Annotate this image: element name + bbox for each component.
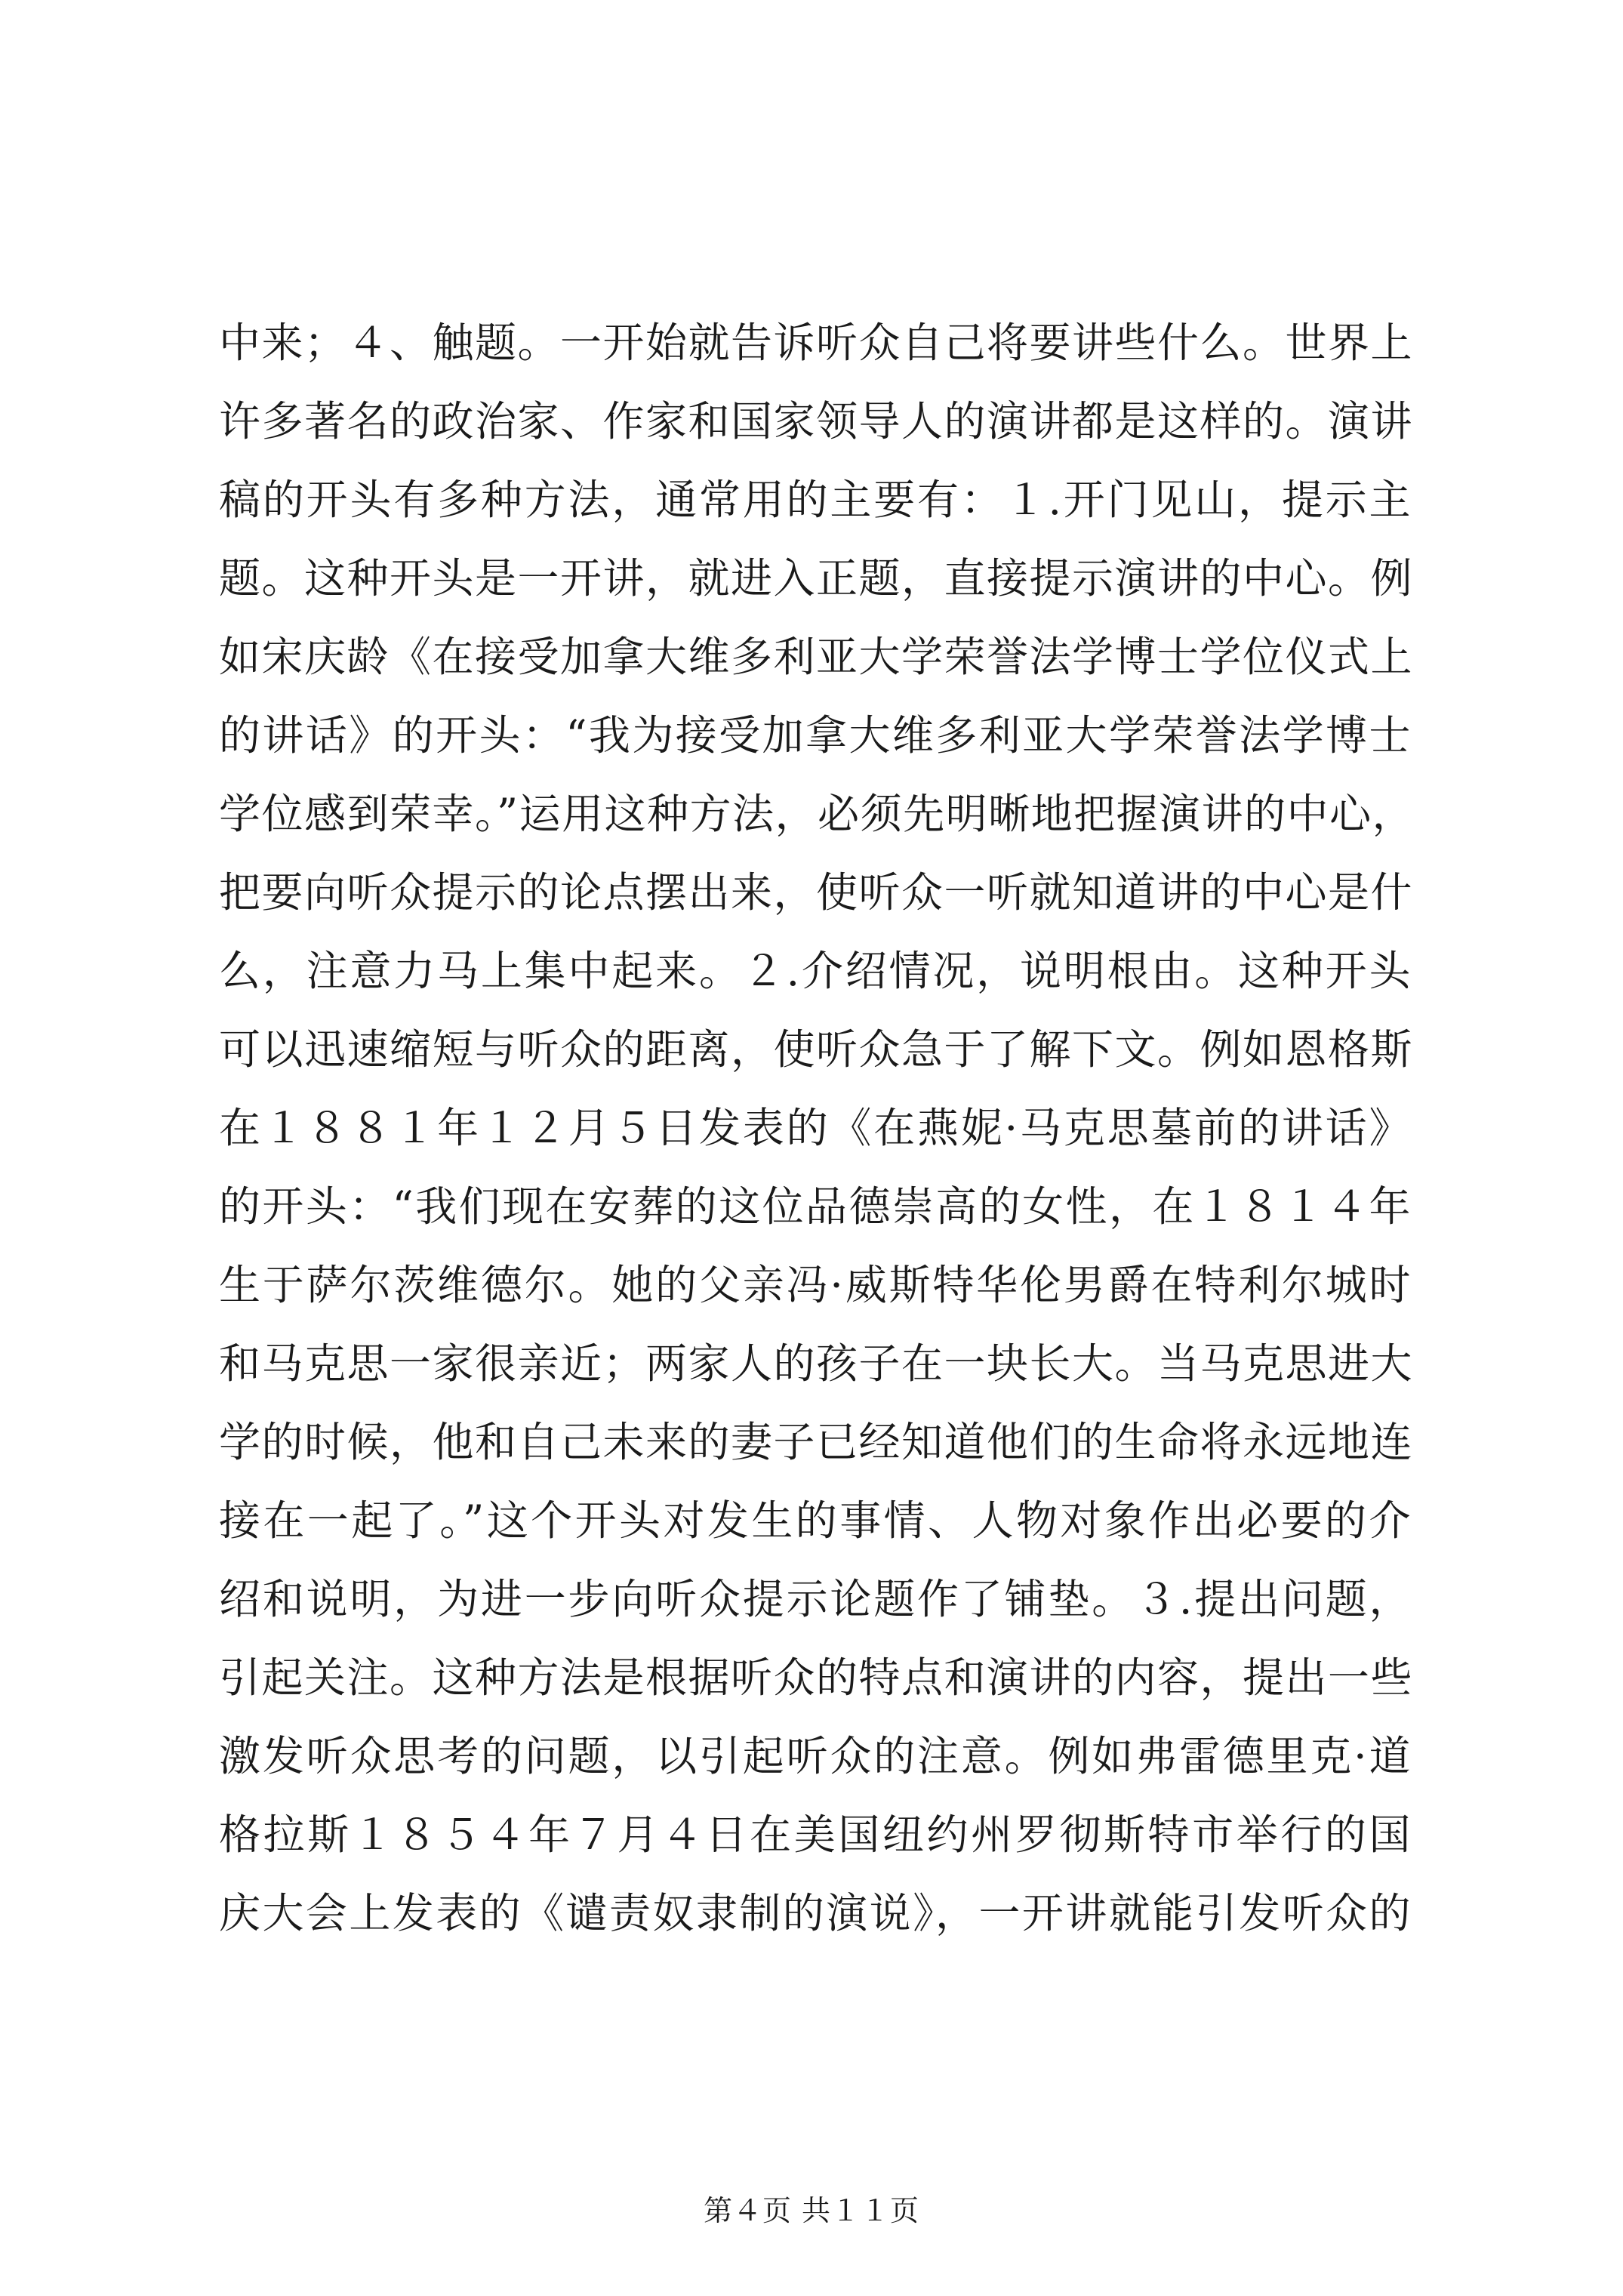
- text-line: 许多著名的政治家、作家和国家领导人的演讲都是这样的。演讲: [219, 397, 1414, 445]
- text-line: 如宋庆龄《在接受加拿大维多利亚大学荣誉法学博士学位仪式上: [219, 633, 1414, 681]
- text-line: 接在一起了。”这个开头对发生的事情、人物对象作出必要的介: [219, 1496, 1412, 1545]
- text-line: 学位感到荣幸。”运用这种方法，必须先明晰地把握演讲的中心，: [219, 790, 1415, 838]
- text-line: 在１８８１年１２月５日发表的《在燕妮·马克思墓前的讲话》: [219, 1104, 1412, 1152]
- text-line: 可以迅速缩短与听众的距离，使听众急于了解下文。例如恩格斯: [219, 1025, 1414, 1074]
- text-line: 的开头：“我们现在安葬的这位品德崇高的女性，在１８１４年: [219, 1182, 1412, 1231]
- text-line: 生于萨尔茨维德尔。她的父亲冯·威斯特华伦男爵在特利尔城时: [219, 1261, 1412, 1309]
- text-line: 么，注意力马上集中起来。２.介绍情况，说明根由。这种开头: [219, 947, 1412, 995]
- text-line: 激发听众思考的问题，以引起听众的注意。例如弗雷德里克·道: [219, 1732, 1412, 1780]
- text-line: 把要向听众提示的论点摆出来，使听众一听就知道讲的中心是什: [219, 868, 1414, 917]
- text-line: 稿的开头有多种方法，通常用的主要有：１.开门见山，提示主: [219, 476, 1412, 524]
- text-line: 和马克思一家很亲近；两家人的孩子在一块长大。当马克思进大: [219, 1339, 1414, 1388]
- text-line: 庆大会上发表的《谴责奴隶制的演说》，一开讲就能引发听众的: [219, 1889, 1412, 1937]
- text-line: 题。这种开头是一开讲，就进入正题，直接提示演讲的中心。例: [219, 554, 1414, 603]
- page-number: 第４页 共１１页: [703, 2194, 920, 2227]
- text-line: 的讲话》的开头：“我为接受加拿大维多利亚大学荣誉法学博士: [219, 711, 1412, 760]
- text-line: 学的时候，他和自己未来的妻子已经知道他们的生命将永远地连: [219, 1418, 1414, 1466]
- text-line: 绍和说明，为进一步向听众提示论题作了铺垫。３.提出问题，: [219, 1575, 1412, 1623]
- text-line: 格拉斯１８５４年７月４日在美国纽约州罗彻斯特市举行的国: [219, 1811, 1412, 1859]
- text-line: 引起关注。这种方法是根据听众的特点和演讲的内容，提出一些: [219, 1653, 1414, 1702]
- text-line: 中来；４、触题。一开始就告诉听众自己将要讲些什么。世界上: [219, 319, 1414, 367]
